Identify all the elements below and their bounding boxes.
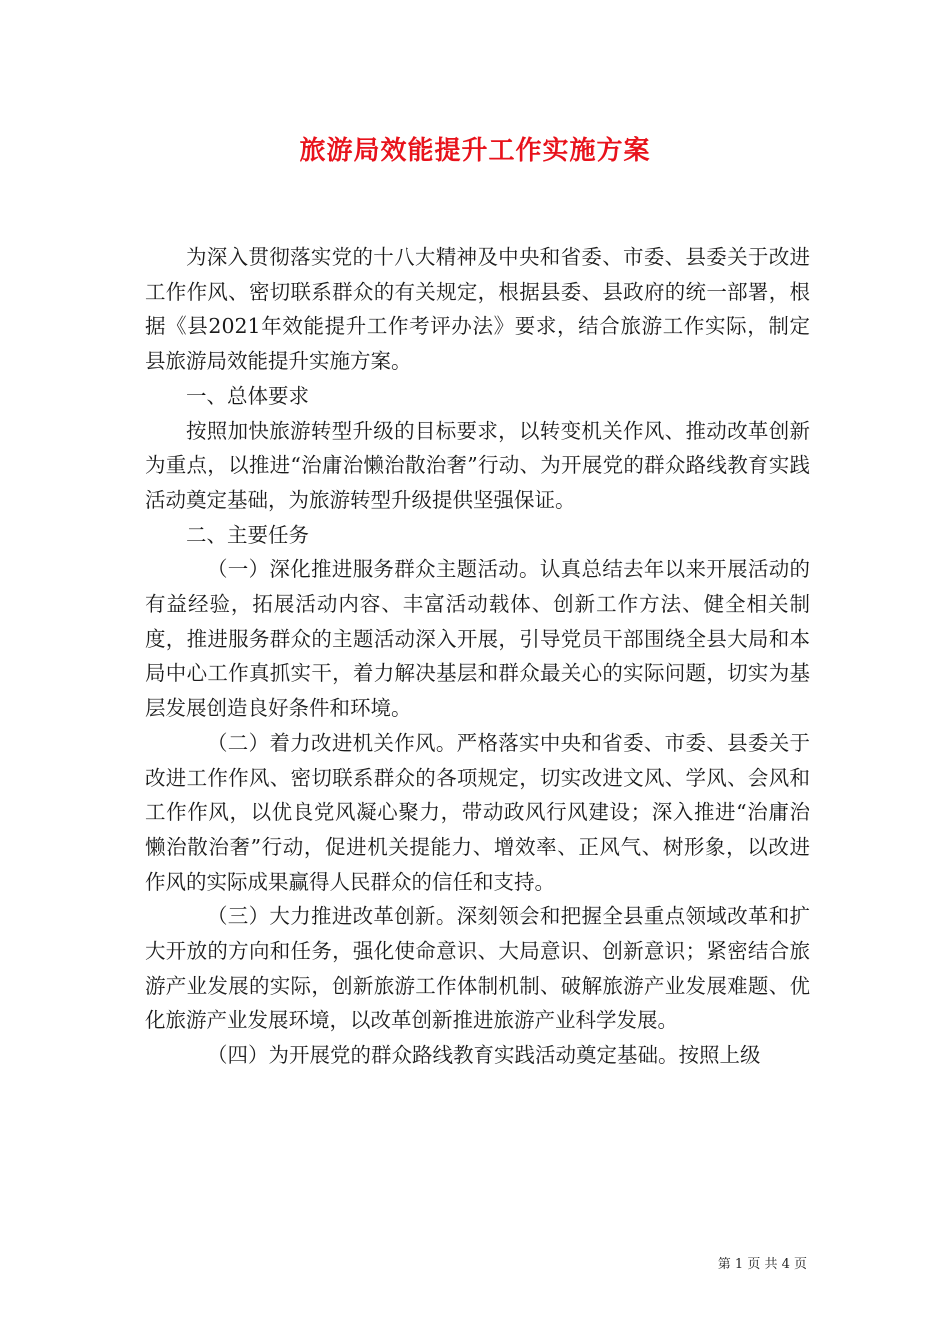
document-title: 旅游局效能提升工作实施方案 xyxy=(299,136,651,166)
task-item-3: （三）大力推进改革创新。深刻领会和把握全县重点领域改革和扩大开放的方向和任务，强化使命意识、大局意识、创新意识；紧密结合旅游产业发展的实际，创新旅游工作体制机制、破解旅游产业发展难题、优化旅游产业发展环境，以改革创新推进旅游产业科学发展。 xyxy=(145,904,810,1033)
section1-paragraph: 按照加快旅游转型升级的目标要求，以转变机关作风、推动改革创新为重点，以推进“治庸治懒治散治奢”行动、为开展党的群众路线教育实践活动奠定基础，为旅游转型升级提供坚强保证。 xyxy=(145,418,810,512)
task-item-1: （一）深化推进服务群众主题活动。认真总结去年以来开展活动的有益经验，拓展活动内容、丰富活动载体、创新工作方法、健全相关制度，推进服务群众的主题活动深入开展，引导党员干部围绕全县大局和本局中心工作真抓实干，着力解决基层和群众最关心的实际问题，切实为基层发展创造良好条件和环境。 xyxy=(145,557,810,721)
intro-paragraph: 为深入贯彻落实党的十八大精神及中央和省委、市委、县委关于改进工作作风、密切联系群众的有关规定，根据县委、县政府的统一部署，根据《县2021年效能提升工作考评办法》要求，结合旅游工作实际，制定县旅游局效能提升实施方案。 xyxy=(145,245,810,374)
section2-heading: 二、主要任务 xyxy=(186,522,309,547)
task-item-2: （二）着力改进机关作风。严格落实中央和省委、市委、县委关于改进工作作风、密切联系群众的各项规定，切实改进文风、学风、会风和工作作风，以优良党风凝心聚力，带动政风行风建设；深入推进“治庸治懒治散治奢”行动，促进机关提能力、增效率、正风气、树形象，以改进作风的实际成果赢得人民群众的信任和支持。 xyxy=(145,730,810,894)
task-item-4: （四）为开展党的群众路线教育实践活动奠定基础。按照上级 xyxy=(207,1043,761,1068)
page-number: 第 1 页 共 4 页 xyxy=(717,1257,807,1272)
section1-heading: 一、总体要求 xyxy=(186,383,309,408)
document-body xyxy=(145,240,810,1073)
